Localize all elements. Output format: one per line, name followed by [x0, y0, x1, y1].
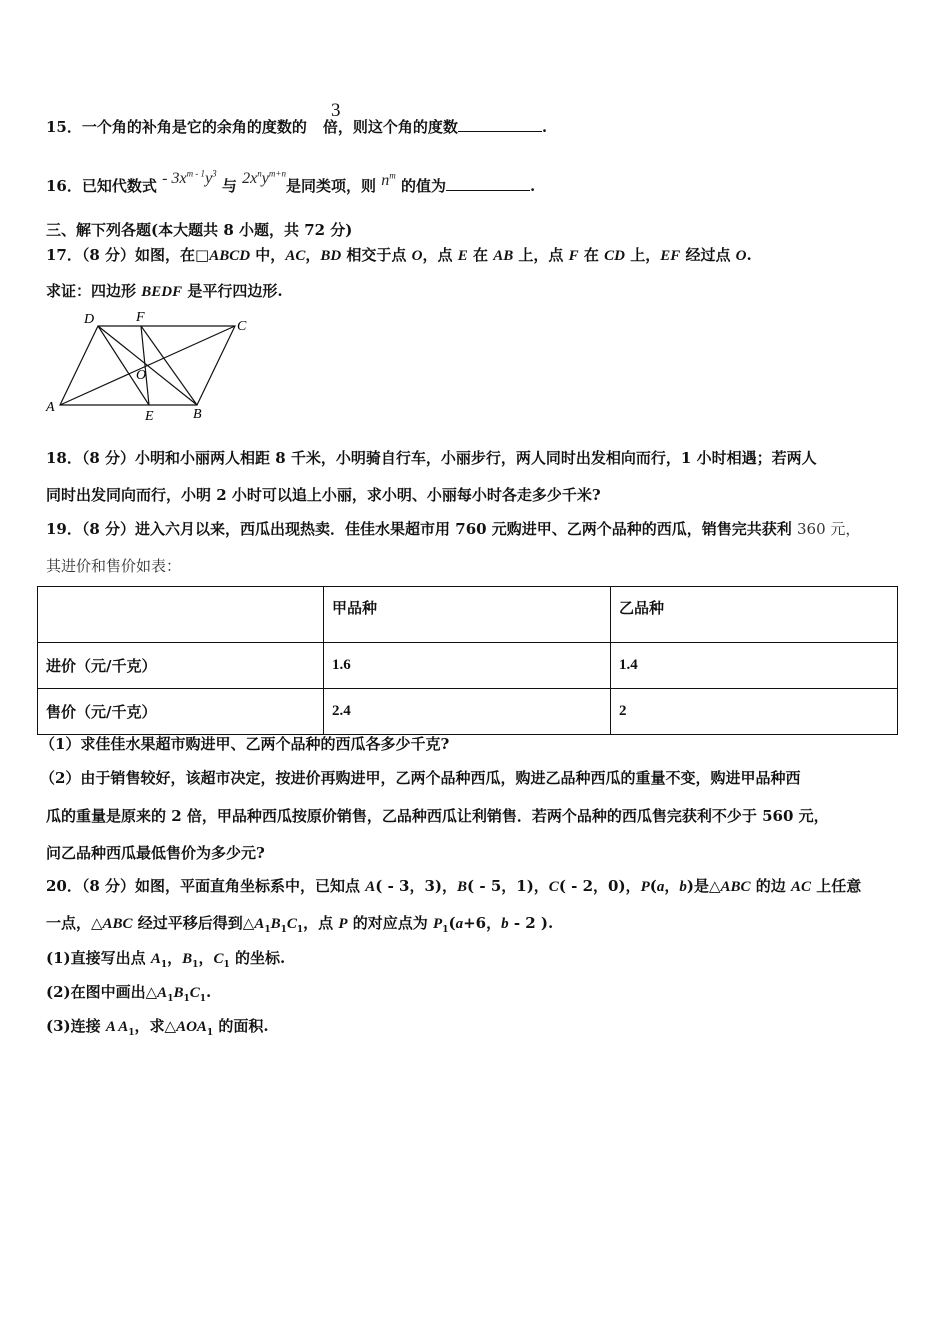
- q15-number: 15．: [46, 118, 82, 136]
- label-a: A: [46, 400, 55, 415]
- question-19-line-2: 其进价和售价如表：: [46, 557, 182, 575]
- question-20-part-1: (1)直接写出点 $A_1$，$B_1$，$C_1$ 的坐标.: [46, 949, 286, 970]
- label-b: B: [193, 407, 202, 422]
- q16-text-a: 已知代数式: [81, 177, 157, 195]
- question-20-line-1: 20．（8 分）如图，平面直角坐标系中，已知点 A( - 3，3)，B( - 5，1)，C( - 2，0)，P(a，b)是△ABC 的边 AC 上任意: [46, 877, 862, 895]
- q16-expression-2: $2x^ny^{m+n}$: [242, 168, 286, 187]
- table-cell: 售价（元/千克）: [38, 689, 324, 735]
- q16-expression-1: - $3x^{m - 1}y^3$: [162, 168, 217, 187]
- question-20-part-3: (3)连接 A $A_1$，求$\triangle AOA_1$ 的面积.: [46, 1017, 269, 1038]
- table-cell: 1.6: [324, 643, 611, 689]
- question-19-part-1: （1）求佳佳水果超市购进甲、乙两个品种的西瓜各多少千克?: [40, 735, 450, 753]
- segment-de: [98, 326, 149, 405]
- label-c: C: [237, 319, 247, 334]
- question-20-part-2: (2)在图中画出$\triangle A_1B_1C_1$.: [46, 983, 212, 1004]
- segment-fb: [141, 326, 197, 405]
- label-o: O: [136, 368, 147, 383]
- q15-text-b: 倍，则这个角的度数: [322, 118, 458, 136]
- q15-period: .: [541, 118, 548, 136]
- question-18-line-2: 同时出发同向而行，小明 2 小时可以追上小丽，求小明、小丽每小时各走多少千米?: [46, 486, 601, 504]
- label-d: D: [84, 312, 95, 327]
- table-cell: 2.4: [324, 689, 611, 735]
- question-16: 16．已知代数式 - $3x^{m - 1}y^3$ 与 $2x^ny^{m+n}$是同类项，则 $n^m$ 的值为 .: [46, 168, 536, 195]
- q16-number: 16．: [46, 177, 82, 195]
- question-19-part-2-line-2: 瓜的重量是原来的 2 倍，甲品种西瓜按原价销售，乙品种西瓜让利销售．若两个品种的西瓜售完获利不少于 560 元，: [46, 807, 829, 825]
- table-header-row: [38, 587, 898, 643]
- question-17-line-2: 求证：四边形 BEDF 是平行四边形.: [46, 282, 283, 300]
- table-cell: 2: [611, 689, 898, 735]
- q16-answer-blank: [446, 176, 530, 191]
- table-row: [38, 643, 898, 689]
- table-row: [38, 689, 898, 735]
- q16-text-d: 的值为: [400, 177, 446, 195]
- parallelogram-figure: [40, 308, 260, 426]
- q16-text-c: 是同类项，则: [285, 177, 376, 195]
- q15-answer-blank: [458, 117, 542, 132]
- q16-expression-3: $n^m$: [381, 170, 396, 189]
- section-3-title: 三、解下列各题(本大题共 8 小题，共 72 分): [46, 221, 353, 239]
- table-cell: 进价（元/千克）: [38, 643, 324, 689]
- question-17-line-1: 17．（8 分）如图，在□ABCD 中，AC，BD 相交于点 O，点 E 在 AB 上，点 F 在 CD 上，EF 经过点 O.: [46, 246, 752, 264]
- question-19-line-1: 19．（8 分）进入六月以来，西瓜出现热卖．佳佳水果超市用 760 元购进甲、乙两个品种的西瓜，销售完共获利 360 元，: [46, 520, 861, 538]
- table-header-cell: 乙品种: [611, 587, 898, 643]
- question-20-line-2: 一点，△ABC 经过平移后得到$\triangle A_1B_1C_1$，点 P 的对应点为 $P_1(a+6$，b - 2 ).: [46, 914, 554, 935]
- table-header-cell: [38, 587, 324, 643]
- table-cell: 1.4: [611, 643, 898, 689]
- q16-text-b: 与: [221, 177, 237, 195]
- question-18-line-1: 18．（8 分）小明和小丽两人相距 8 千米，小明骑自行车，小丽步行，两人同时出发相向而行，1 小时相遇；若两人: [46, 449, 817, 467]
- table-header-cell: 甲品种: [324, 587, 611, 643]
- q15-text-a: 一个角的补角是它的余角的度数的: [81, 118, 307, 136]
- q15-factor: 3: [331, 100, 341, 121]
- label-e: E: [145, 409, 154, 424]
- question-19-part-2-line-3: 问乙品种西瓜最低售价为多少元?: [46, 844, 265, 862]
- label-f: F: [136, 310, 145, 325]
- question-19-part-2-line-1: （2）由于销售较好，该超市决定，按进价再购进甲，乙两个品种西瓜，购进乙品种西瓜的重量不变，购进甲品种西: [40, 769, 801, 787]
- question-15: [46, 117, 547, 137]
- price-table: [37, 586, 898, 735]
